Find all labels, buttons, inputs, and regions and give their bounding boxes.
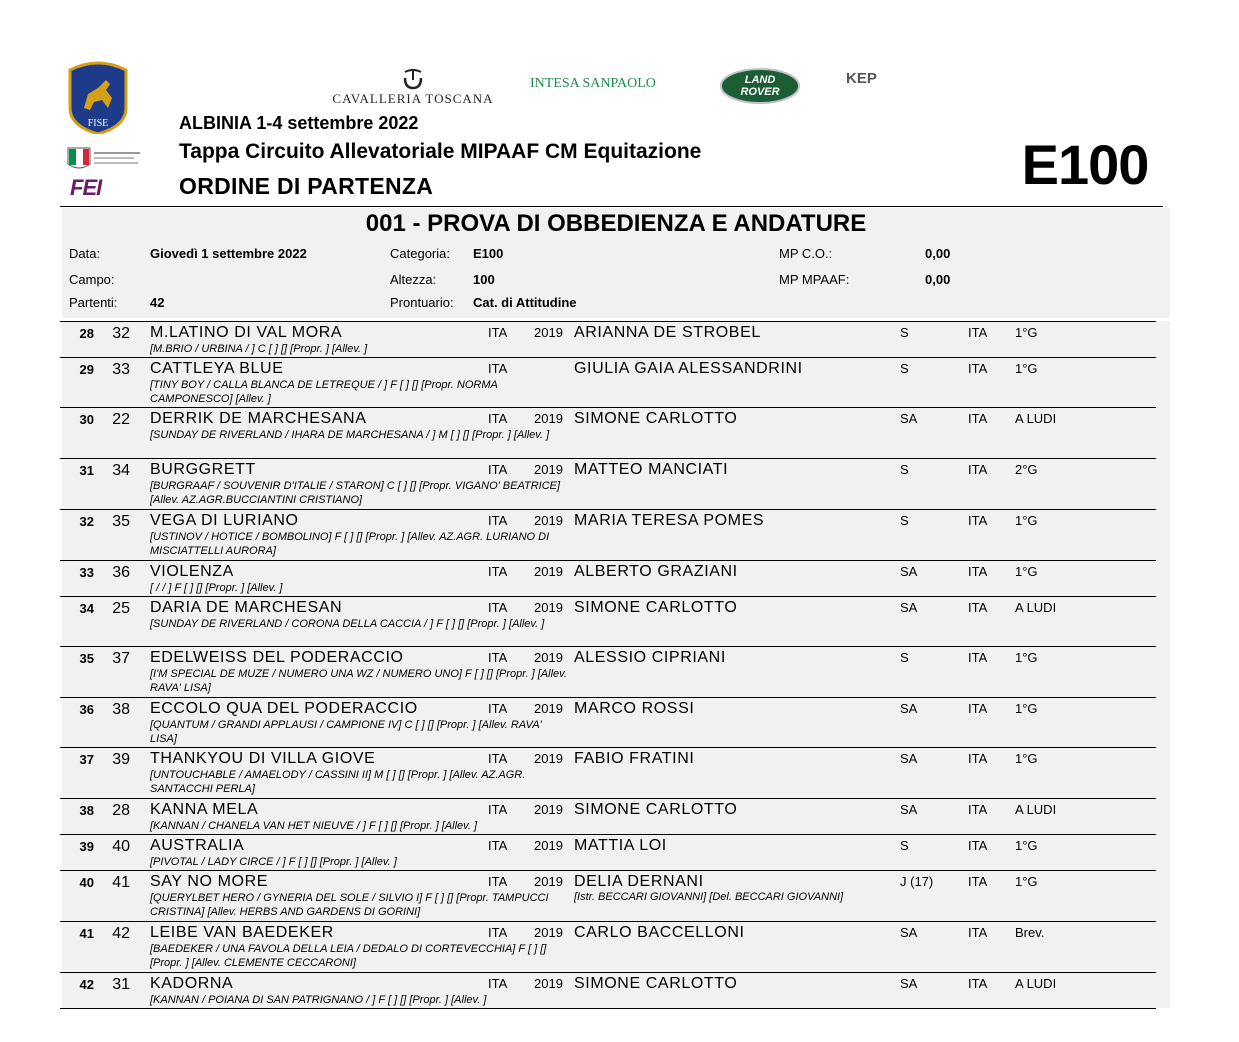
horse-year: 2019 — [534, 325, 563, 340]
land-rover-text-1: LAND — [744, 74, 776, 86]
event-title: ALBINIA 1-4 settembre 2022 — [179, 113, 419, 133]
rider-category: SA — [900, 751, 918, 766]
horse-year: 2019 — [534, 564, 563, 579]
start-order: 39 — [79, 839, 94, 854]
table-row — [62, 921, 1170, 972]
campo-label: Campo: — [69, 272, 115, 287]
horse-year: 2019 — [534, 411, 563, 426]
rider-category: SA — [900, 976, 918, 991]
class-code: E100 — [1021, 133, 1149, 196]
rider-name: SIMONE CARLOTTO — [574, 975, 738, 992]
categoria-value: E100 — [473, 246, 504, 261]
table-row — [62, 972, 1170, 1008]
horse-name: AUSTRALIA — [150, 837, 245, 854]
mp-mipaaf-label: MP MPAAF: — [779, 272, 850, 287]
bib-number: 25 — [112, 600, 130, 617]
table-row — [62, 697, 1170, 747]
table-row — [62, 321, 1170, 357]
rider-category: SA — [900, 802, 918, 817]
partenti-value: 42 — [150, 295, 165, 310]
table-row — [62, 357, 1170, 407]
horse-nation: ITA — [488, 564, 508, 579]
start-order: 40 — [79, 875, 94, 890]
rider-name: MATTEO MANCIATI — [574, 461, 729, 478]
row-divider — [60, 747, 1156, 748]
horse-pedigree: [SUNDAY DE RIVERLAND / CORONA DELLA CACCIA / ] F [ ] [] [Propr. ] [Allev. ] — [150, 618, 545, 630]
horse-year: 2019 — [534, 874, 563, 889]
rider-name: CARLO BACCELLONI — [574, 924, 745, 941]
table-row — [62, 560, 1170, 596]
table-row — [62, 870, 1170, 921]
horse-name: VIOLENZA — [150, 563, 234, 580]
bib-number: 38 — [112, 701, 130, 718]
horse-nation: ITA — [488, 462, 508, 477]
horse-pedigree: [KANNAN / POIANA DI SAN PATRIGNANO / ] F [ ] [] [Propr. ] [Allev. ] — [150, 994, 487, 1006]
row-divider — [60, 321, 1156, 322]
row-divider — [60, 921, 1156, 922]
rider-nation: ITA — [968, 564, 988, 579]
rider-category: SA — [900, 564, 918, 579]
rider-degree: 2°G — [1015, 462, 1038, 477]
horse-nation: ITA — [488, 802, 508, 817]
start-order: 30 — [79, 412, 94, 427]
kep-logo — [846, 70, 900, 104]
horse-year: 2019 — [534, 838, 563, 853]
rider-degree: 1°G — [1015, 874, 1038, 889]
rider-nation: ITA — [968, 976, 988, 991]
rider-nation: ITA — [968, 802, 988, 817]
horse-year: 2019 — [534, 701, 563, 716]
rider-name: ALBERTO GRAZIANI — [574, 563, 738, 580]
prontuario-value: Cat. di Attitudine — [473, 295, 577, 310]
row-divider — [60, 458, 1156, 459]
horse-name: M.LATINO DI VAL MORA — [150, 324, 343, 341]
table-row — [62, 458, 1170, 509]
row-divider — [60, 798, 1156, 799]
rider-name: ARIANNA DE STROBEL — [574, 324, 761, 341]
horse-pedigree: [PIVOTAL / LADY CIRCE / ] F [ ] [] [Propr. ] [Allev. ] — [150, 856, 397, 868]
row-divider — [60, 357, 1156, 358]
row-divider — [60, 834, 1156, 835]
header-divider — [60, 206, 1163, 207]
horse-nation: ITA — [488, 650, 508, 665]
start-order: 29 — [79, 362, 94, 377]
fise-logo — [62, 60, 134, 134]
document-title: ORDINE DI PARTENZA — [179, 173, 434, 199]
rider-name: MARIA TERESA POMES — [574, 512, 765, 529]
horse-name: THANKYOU DI VILLA GIOVE — [150, 750, 376, 767]
rider-category: J (17) — [900, 874, 934, 889]
horse-year: 2019 — [534, 600, 563, 615]
horse-year: 2019 — [534, 802, 563, 817]
bib-number: 22 — [112, 411, 130, 428]
rider-category: SA — [900, 411, 918, 426]
altezza-label: Altezza: — [390, 272, 437, 287]
rider-nation: ITA — [968, 874, 988, 889]
partenti-label: Partenti: — [69, 295, 118, 310]
rider-category: SA — [900, 925, 918, 940]
horse-nation: ITA — [488, 600, 508, 615]
fise-logo-text: FISE — [87, 118, 109, 129]
start-order: 35 — [79, 651, 94, 666]
horse-nation: ITA — [488, 361, 508, 376]
start-order: 34 — [79, 601, 94, 616]
horse-pedigree: [TINY BOY / CALLA BLANCA DE LETREQUE / ] F [ ] [] [Propr. NORMA CAMPONESCO] [Allev. ] — [150, 379, 498, 405]
rider-nation: ITA — [968, 361, 988, 376]
row-divider — [60, 596, 1156, 597]
horse-name: KANNA MELA — [150, 801, 259, 818]
bib-number: 42 — [112, 925, 130, 942]
bib-number: 35 — [112, 513, 130, 530]
table-row — [62, 407, 1170, 458]
rider-name: SIMONE CARLOTTO — [574, 599, 738, 616]
mp-mipaaf-value: 0,00 — [925, 272, 951, 287]
mp-co-value: 0,00 — [925, 246, 951, 261]
table-row — [62, 798, 1170, 834]
rider-degree: A LUDI — [1015, 600, 1057, 615]
start-order: 32 — [79, 514, 94, 529]
rider-nation: ITA — [968, 650, 988, 665]
row-divider — [60, 509, 1156, 510]
horse-pedigree: [SUNDAY DE RIVERLAND / IHARA DE MARCHESANA / ] M [ ] [] [Propr. ] [Allev. ] — [150, 429, 550, 441]
horse-nation: ITA — [488, 838, 508, 853]
table-row — [62, 509, 1170, 560]
horse-name: KADORNA — [150, 975, 234, 992]
bib-number: 31 — [112, 976, 130, 993]
rider-name: ALESSIO CIPRIANI — [574, 649, 726, 666]
horse-name: CATTLEYA BLUE — [150, 360, 284, 377]
horse-nation: ITA — [488, 701, 508, 716]
rider-degree: A LUDI — [1015, 411, 1057, 426]
rider-nation: ITA — [968, 600, 988, 615]
rider-degree: 1°G — [1015, 701, 1038, 716]
horse-pedigree: [BAEDEKER / UNA FAVOLA DELLA LEIA / DEDALO DI CORTEVECCHIA] F [ ] [] [Propr. ] [Allev. CLEMENTE CECCARONI] — [150, 943, 547, 969]
bib-number: 33 — [112, 361, 130, 378]
fei-logo: FEI — [70, 175, 102, 200]
row-divider — [60, 870, 1156, 871]
rider-degree: Brev. — [1015, 925, 1045, 940]
rider-degree: 1°G — [1015, 751, 1038, 766]
horse-nation: ITA — [488, 411, 508, 426]
table-row — [62, 747, 1170, 798]
rider-degree: A LUDI — [1015, 802, 1057, 817]
table-row — [62, 646, 1170, 697]
horse-year: 2019 — [534, 925, 563, 940]
horse-name: VEGA DI LURIANO — [150, 512, 299, 529]
rider-name: MARCO ROSSI — [574, 700, 695, 717]
rider-category: S — [900, 838, 909, 853]
land-rover-logo — [720, 68, 800, 104]
rider-degree: 1°G — [1015, 564, 1038, 579]
mp-co-label: MP C.O.: — [779, 246, 833, 261]
rider-degree: A LUDI — [1015, 976, 1057, 991]
horse-name: LEIBE VAN BAEDEKER — [150, 924, 334, 941]
horse-name: DERRIK DE MARCHESANA — [150, 410, 367, 427]
rider-name: DELIA DERNANI — [574, 873, 704, 890]
italian-federation-logo — [66, 146, 146, 172]
altezza-value: 100 — [473, 272, 495, 287]
horse-nation: ITA — [488, 751, 508, 766]
prontuario-label: Prontuario: — [390, 295, 454, 310]
data-label: Data: — [69, 246, 101, 261]
kep-logo-text: KEP — [846, 70, 877, 87]
start-order: 42 — [79, 977, 94, 992]
rider-nation: ITA — [968, 751, 988, 766]
rider-notes: [Istr. BECCARI GIOVANNI] [Del. BECCARI GIOVANNI] — [574, 891, 844, 903]
rider-degree: 1°G — [1015, 361, 1038, 376]
rider-nation: ITA — [968, 513, 988, 528]
start-order: 33 — [79, 565, 94, 580]
horse-pedigree: [QUERYLBET HERO / GYNERIA DEL SOLE / SILVIO I] F [ ] [] [Propr. TAMPUCCI CRISTINA] [Allev. HERBS AND GARDENS DI GORINI] — [150, 892, 549, 918]
rider-nation: ITA — [968, 838, 988, 853]
cavalleria-toscana-logo — [330, 68, 496, 108]
horse-pedigree: [I'M SPECIAL DE MUZE / NUMERO UNA WZ / NUMERO UNO] F [ ] [] [Propr. ] [Allev. RAVA' LISA] — [150, 668, 567, 694]
horse-pedigree: [ / / ] F [ ] [] [Propr. ] [Allev. ] — [150, 582, 283, 594]
row-divider — [60, 407, 1156, 408]
rider-name: MATTIA LOI — [574, 837, 667, 854]
intesa-sanpaolo-logo: INTESA SANPAOLO — [530, 76, 656, 91]
bib-number: 39 — [112, 751, 130, 768]
table-bottom-divider — [60, 1008, 1156, 1009]
rider-category: S — [900, 462, 909, 477]
row-divider — [60, 560, 1156, 561]
row-divider — [60, 697, 1156, 698]
horse-nation: ITA — [488, 976, 508, 991]
rider-nation: ITA — [968, 411, 988, 426]
rider-nation: ITA — [968, 701, 988, 716]
bib-number: 36 — [112, 564, 130, 581]
horse-year: 2019 — [534, 513, 563, 528]
rider-category: S — [900, 650, 909, 665]
rider-name: SIMONE CARLOTTO — [574, 801, 738, 818]
rider-category: SA — [900, 600, 918, 615]
rider-degree: 1°G — [1015, 513, 1038, 528]
start-order: 41 — [79, 926, 94, 941]
table-row — [62, 834, 1170, 870]
rider-nation: ITA — [968, 462, 988, 477]
bib-number: 37 — [112, 650, 130, 667]
horse-nation: ITA — [488, 513, 508, 528]
horse-pedigree: [M.BRIO / URBINA / ] C [ ] [] [Propr. ] [Allev. ] — [150, 343, 368, 355]
start-order: 28 — [79, 326, 94, 341]
rider-name: GIULIA GAIA ALESSANDRINI — [574, 360, 803, 377]
categoria-label: Categoria: — [390, 246, 450, 261]
start-order: 31 — [79, 463, 94, 478]
bib-number: 40 — [112, 838, 130, 855]
rider-degree: 1°G — [1015, 650, 1038, 665]
horse-name: BURGGRETT — [150, 461, 256, 478]
horse-name: EDELWEISS DEL PODERACCIO — [150, 649, 404, 666]
rider-category: SA — [900, 701, 918, 716]
horse-year: 2019 — [534, 751, 563, 766]
horse-year: 2019 — [534, 976, 563, 991]
horse-name: ECCOLO QUA DEL PODERACCIO — [150, 700, 418, 717]
horse-pedigree: [QUANTUM / GRANDI APPLAUSI / CAMPIONE IV] C [ ] [] [Propr. ] [Allev. RAVA' LISA] — [150, 719, 542, 745]
row-divider — [60, 972, 1156, 973]
circuit-title: Tappa Circuito Allevatoriale MIPAAF CM Equitazione — [179, 140, 702, 163]
rider-category: S — [900, 513, 909, 528]
bib-number: 34 — [112, 462, 130, 479]
horse-nation: ITA — [488, 874, 508, 889]
horse-year: 2019 — [534, 650, 563, 665]
rider-name: SIMONE CARLOTTO — [574, 410, 738, 427]
round-title: 001 - PROVA DI OBBEDIENZA E ANDATURE — [365, 210, 867, 237]
horse-pedigree: [BURGRAAF / SOUVENIR D'ITALIE / STARON] C [ ] [] [Propr. VIGANO' BEATRICE] [Allev. AZ.AGR.BUCCIANTINI CRISTIANO] — [150, 480, 561, 506]
rider-degree: 1°G — [1015, 325, 1038, 340]
bib-number: 41 — [112, 874, 130, 891]
start-order: 38 — [79, 803, 94, 818]
rider-category: S — [900, 325, 909, 340]
horse-pedigree: [KANNAN / CHANELA VAN HET NIEUVE / ] F [ ] [] [Propr. ] [Allev. ] — [150, 820, 478, 832]
start-order: 37 — [79, 752, 94, 767]
horse-pedigree: [UNTOUCHABLE / AMAELODY / CASSINI II] M [ ] [] [Propr. ] [Allev. AZ.AGR. SANTACCHI PERLA] — [150, 769, 526, 795]
cavalleria-toscana-text: CAVALLERIA TOSCANA — [332, 91, 494, 106]
bib-number: 28 — [112, 802, 130, 819]
horse-nation: ITA — [488, 325, 508, 340]
rider-name: FABIO FRATINI — [574, 750, 695, 767]
rider-category: S — [900, 361, 909, 376]
horse-year: 2019 — [534, 462, 563, 477]
row-divider — [60, 646, 1156, 647]
table-row — [62, 596, 1170, 646]
rider-degree: 1°G — [1015, 838, 1038, 853]
rider-nation: ITA — [968, 925, 988, 940]
land-rover-text-2: ROVER — [740, 86, 780, 98]
start-order: 36 — [79, 702, 94, 717]
rider-nation: ITA — [968, 325, 988, 340]
data-value: Giovedì 1 settembre 2022 — [150, 246, 307, 261]
horse-name: SAY NO MORE — [150, 873, 269, 890]
horse-pedigree: [USTINOV / HOTICE / BOMBOLINO] F [ ] [] [Propr. ] [Allev. AZ.AGR. LURIANO DI MISCIATTELLI AURORA] — [150, 531, 550, 557]
bib-number: 32 — [112, 325, 130, 342]
horse-name: DARIA DE MARCHESAN — [150, 599, 343, 616]
horse-nation: ITA — [488, 925, 508, 940]
